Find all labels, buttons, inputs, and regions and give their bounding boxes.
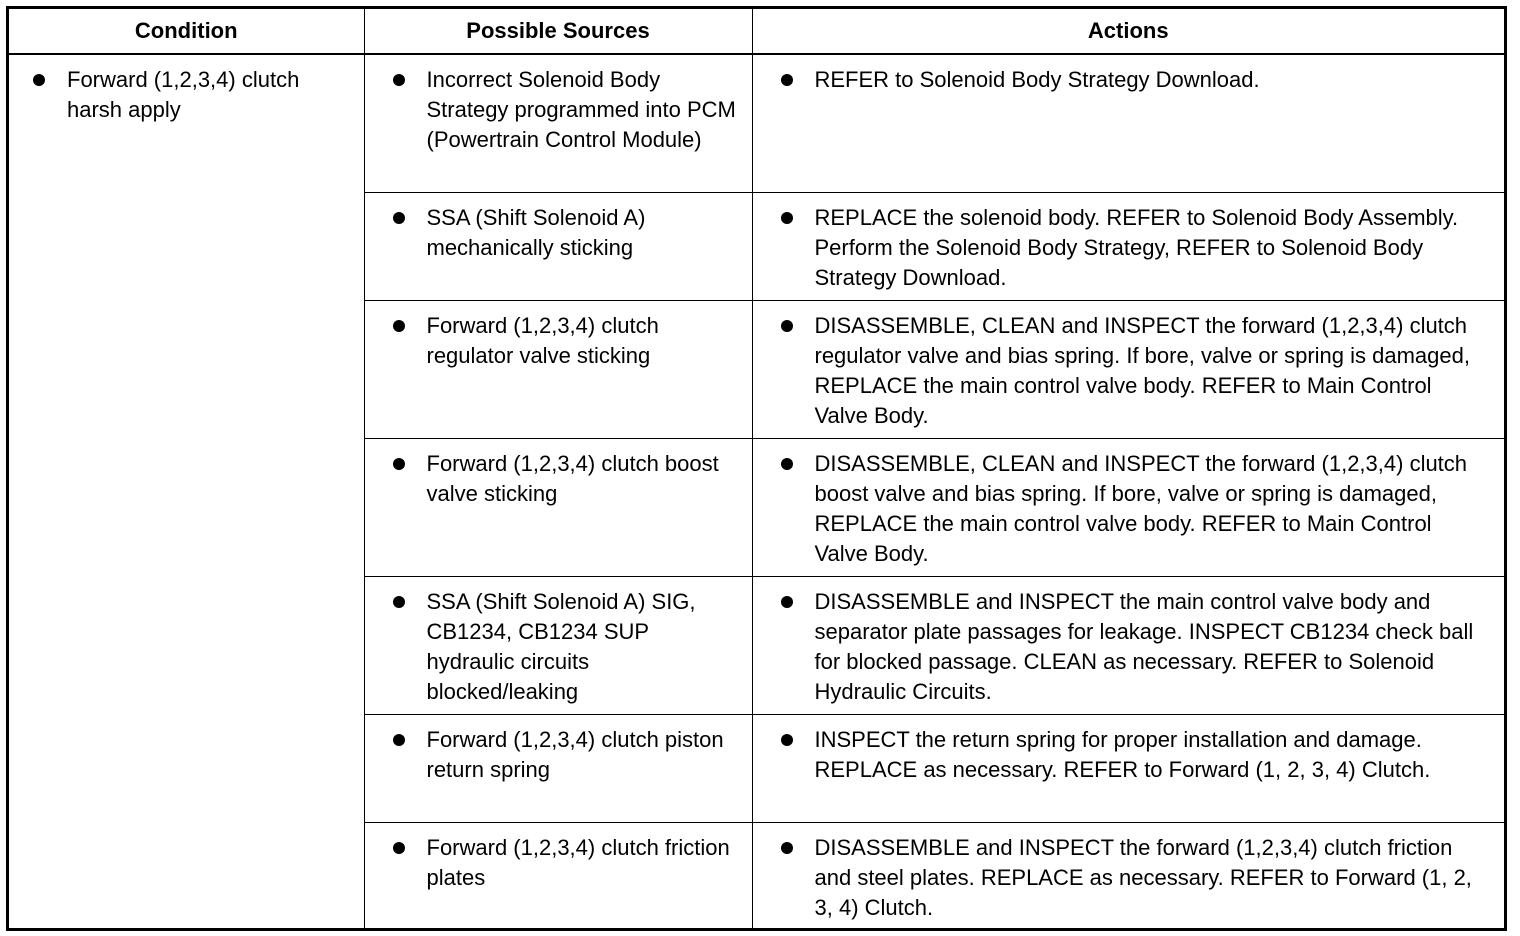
action-text: REFER to Solenoid Body Strategy Download. — [814, 67, 1260, 92]
source-text: Forward (1,2,3,4) clutch boost valve sticking — [426, 450, 719, 506]
bullet-icon — [781, 842, 793, 854]
bullet-icon — [393, 320, 405, 332]
action-item — [775, 833, 1491, 923]
source-cell — [364, 438, 752, 576]
action-item — [775, 65, 1491, 95]
action-item — [775, 311, 1491, 431]
condition-item — [27, 65, 350, 125]
bullet-icon — [393, 212, 405, 224]
source-text: Forward (1,2,3,4) clutch regulator valve sticking — [426, 312, 659, 368]
bullet-icon — [781, 74, 793, 86]
action-cell — [752, 714, 1504, 822]
source-text: SSA (Shift Solenoid A) mechanically sticking — [426, 204, 646, 260]
source-text: SSA (Shift Solenoid A) SIG, CB1234, CB1234 SUP hydraulic circuits blocked/leaking — [426, 588, 696, 704]
bullet-icon — [781, 596, 793, 608]
action-text: DISASSEMBLE and INSPECT the main control valve body and separator plate passages for leakage. INSPECT CB1234 check ball for blocked passage. CLEAN as necessary. REFER to Solenoid Hydraulic Circuits. — [814, 588, 1474, 704]
source-item — [387, 65, 738, 155]
header-possible-sources: Possible Sources — [364, 9, 752, 54]
bullet-icon — [33, 74, 45, 86]
header-condition: Condition — [9, 9, 364, 54]
source-item — [387, 587, 738, 707]
source-item — [387, 833, 738, 893]
action-text: REPLACE the solenoid body. REFER to Solenoid Body Assembly. Perform the Solenoid Body Strategy, REFER to Solenoid Body Strategy Download. — [814, 204, 1459, 290]
condition-cell — [9, 54, 364, 930]
source-cell — [364, 300, 752, 438]
table-row — [9, 54, 1504, 192]
source-item — [387, 311, 738, 371]
bullet-icon — [781, 734, 793, 746]
action-item — [775, 449, 1491, 569]
source-item — [387, 449, 738, 509]
source-item — [387, 203, 738, 263]
diagnostic-table — [9, 9, 1504, 930]
bullet-icon — [781, 320, 793, 332]
bullet-icon — [393, 734, 405, 746]
source-cell — [364, 192, 752, 300]
header-actions: Actions — [752, 9, 1504, 54]
condition-text: Forward (1,2,3,4) clutch harsh apply — [67, 67, 300, 122]
bullet-icon — [781, 212, 793, 224]
bullet-icon — [393, 74, 405, 86]
action-cell — [752, 54, 1504, 192]
action-text: DISASSEMBLE and INSPECT the forward (1,2,3,4) clutch friction and steel plates. REPLACE as necessary. REFER to Forward (1, 2, 3, 4) Clutch. — [814, 834, 1472, 920]
action-text: DISASSEMBLE, CLEAN and INSPECT the forward (1,2,3,4) clutch regulator valve and bias spring. If bore, valve or spring is damaged, REPLACE the main control valve body. REFER to Main Control Valve Body. — [814, 312, 1470, 428]
action-text: DISASSEMBLE, CLEAN and INSPECT the forward (1,2,3,4) clutch boost valve and bias spring. If bore, valve or spring is damaged, REPLACE the main control valve body. REFER to Main Control Valve Body. — [814, 450, 1468, 566]
action-cell — [752, 822, 1504, 930]
source-text: Forward (1,2,3,4) clutch piston return spring — [426, 726, 724, 782]
bullet-icon — [393, 458, 405, 470]
bullet-icon — [393, 596, 405, 608]
header-row — [9, 9, 1504, 54]
source-cell — [364, 714, 752, 822]
bullet-icon — [393, 842, 405, 854]
diagnostic-table-frame — [6, 6, 1507, 931]
source-cell — [364, 576, 752, 714]
action-cell — [752, 192, 1504, 300]
action-item — [775, 203, 1491, 293]
action-item — [775, 587, 1491, 707]
source-text: Incorrect Solenoid Body Strategy programmed into PCM (Powertrain Control Module) — [426, 67, 736, 152]
source-cell — [364, 822, 752, 930]
action-item — [775, 725, 1491, 785]
source-cell — [364, 54, 752, 192]
action-text: INSPECT the return spring for proper installation and damage. REPLACE as necessary. REFER to Forward (1, 2, 3, 4) Clutch. — [814, 726, 1431, 782]
source-text: Forward (1,2,3,4) clutch friction plates — [426, 834, 730, 890]
action-cell — [752, 438, 1504, 576]
bullet-icon — [781, 458, 793, 470]
action-cell — [752, 576, 1504, 714]
action-cell — [752, 300, 1504, 438]
source-item — [387, 725, 738, 785]
